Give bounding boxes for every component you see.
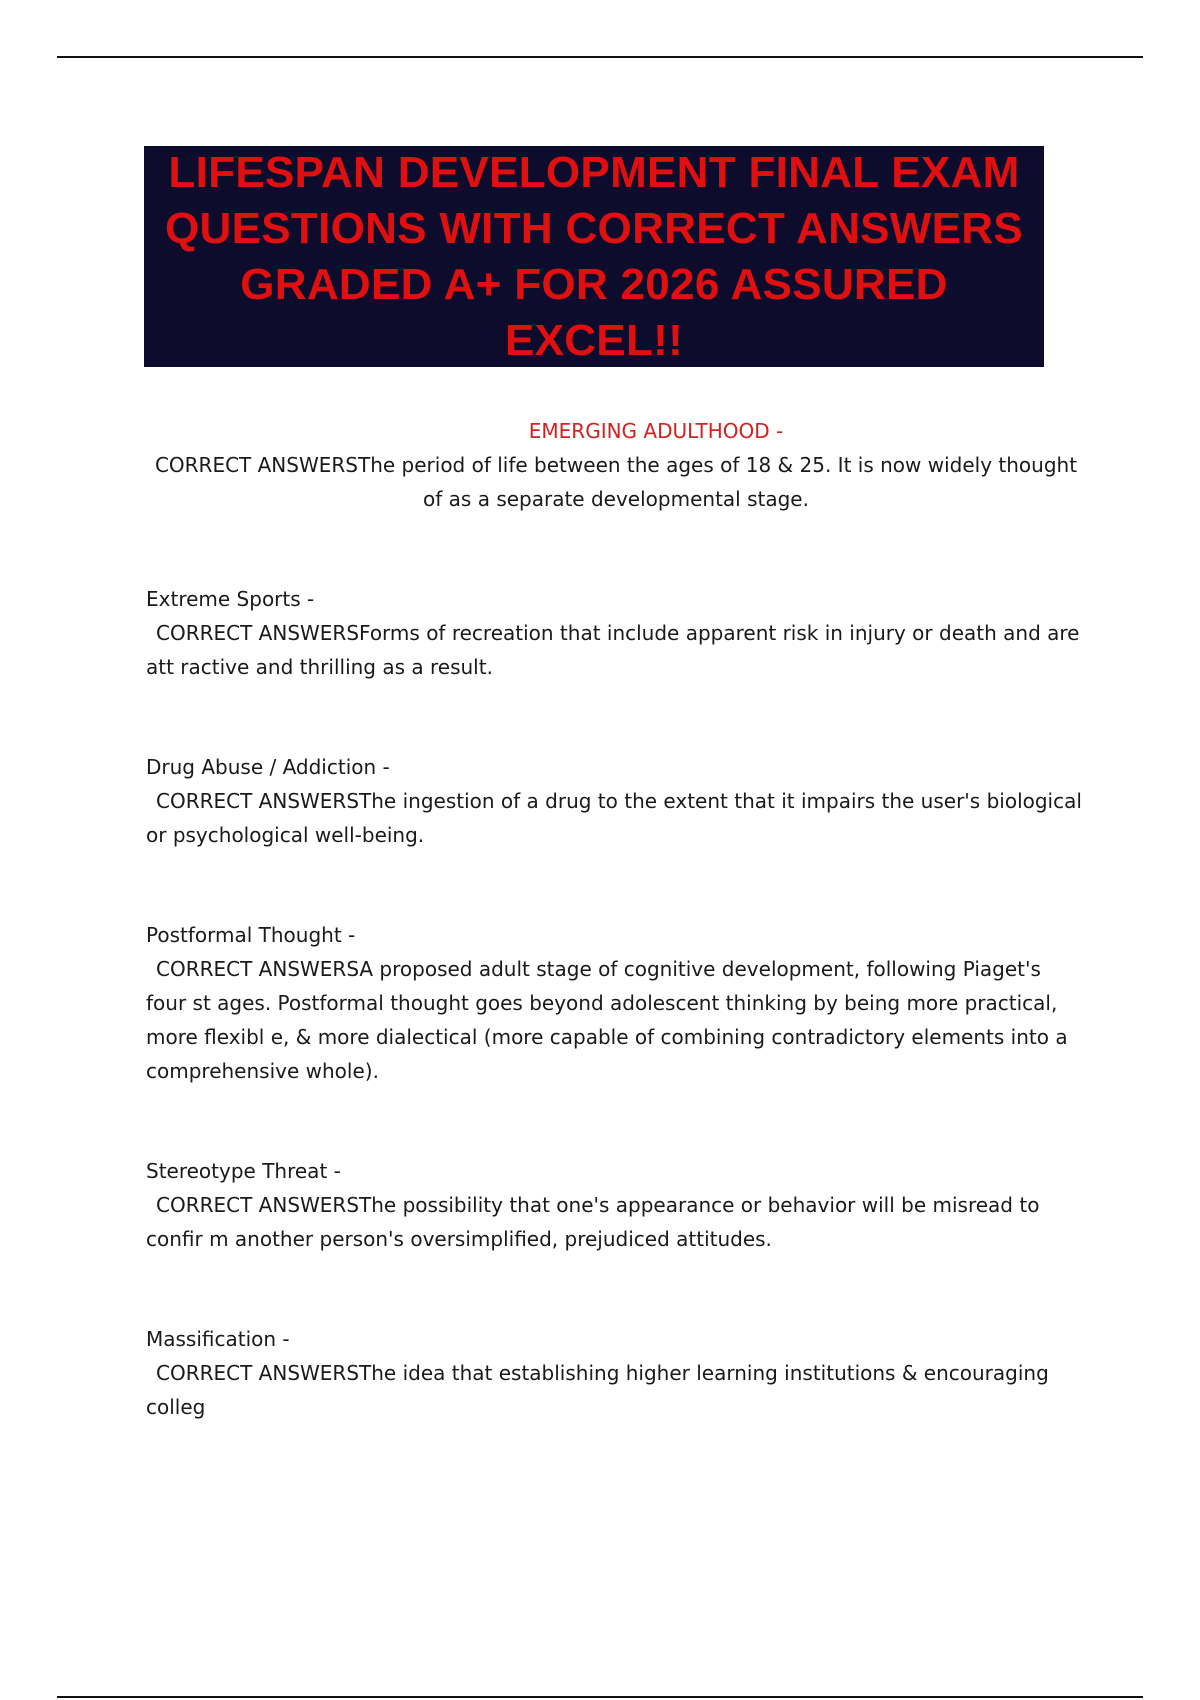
answer-prefix: CORRECT ANSWERS (154, 453, 358, 477)
answer-text: The possibility that one's appearance or behavior will be misread to confir m another person's oversimplified, prejudiced attitudes. (146, 1193, 1040, 1251)
flashcard-entry (146, 750, 1086, 852)
answer-prefix: CORRECT ANSWERS (156, 789, 360, 813)
document-title: LIFESPAN DEVELOPMENT FINAL EXAM QUESTIONS WITH CORRECT ANSWERS GRADED A+ FOR 2026 ASSURED EXCEL!! (164, 147, 1024, 365)
term: Stereotype Threat - (146, 1159, 341, 1183)
answer (146, 1188, 1086, 1256)
top-rule (57, 56, 1143, 58)
term: EMERGING ADULTHOOD - (528, 419, 784, 443)
answer-prefix: CORRECT ANSWERS (156, 957, 360, 981)
answer (146, 1356, 1086, 1424)
answer-text: Forms of recreation that include apparent risk in injury or death and are att ractive and thrilling as a result. (146, 621, 1080, 679)
term: Postformal Thought - (146, 923, 356, 947)
answer-text: The period of life between the ages of 18 & 25. It is now widely thought of as a separate developmental stage. (357, 453, 1078, 511)
bottom-rule (57, 1696, 1143, 1698)
answer-text: The ingestion of a drug to the extent that it impairs the user's biological or psychological well-being. (146, 789, 1082, 847)
answer (146, 952, 1086, 1088)
flashcard-entry (146, 1322, 1086, 1424)
answer (146, 784, 1086, 852)
flashcard-entry (146, 1154, 1086, 1256)
answer (146, 616, 1086, 684)
answer-prefix: CORRECT ANSWERS (156, 1361, 360, 1385)
answer-prefix: CORRECT ANSWERS (156, 621, 360, 645)
flashcard-list (146, 414, 1086, 1424)
flashcard-entry (146, 414, 1086, 516)
flashcard-entry (146, 582, 1086, 684)
answer (146, 448, 1086, 516)
answer-prefix: CORRECT ANSWERS (156, 1193, 360, 1217)
term: Drug Abuse / Addiction - (146, 755, 390, 779)
term: Extreme Sports - (146, 587, 315, 611)
term: Massification - (146, 1327, 290, 1351)
title-banner (144, 146, 1044, 367)
answer-text: A proposed adult stage of cognitive development, following Piaget's four st ages. Postformal thought goes beyond adolescent thinking by being more practical, more flexibl e, & more dialectical (more capable of combining contradictory elements into a comprehensive whole). (146, 957, 1068, 1083)
flashcard-entry (146, 918, 1086, 1088)
answer-text: The idea that establishing higher learning institutions & encouraging colleg (146, 1361, 1049, 1419)
